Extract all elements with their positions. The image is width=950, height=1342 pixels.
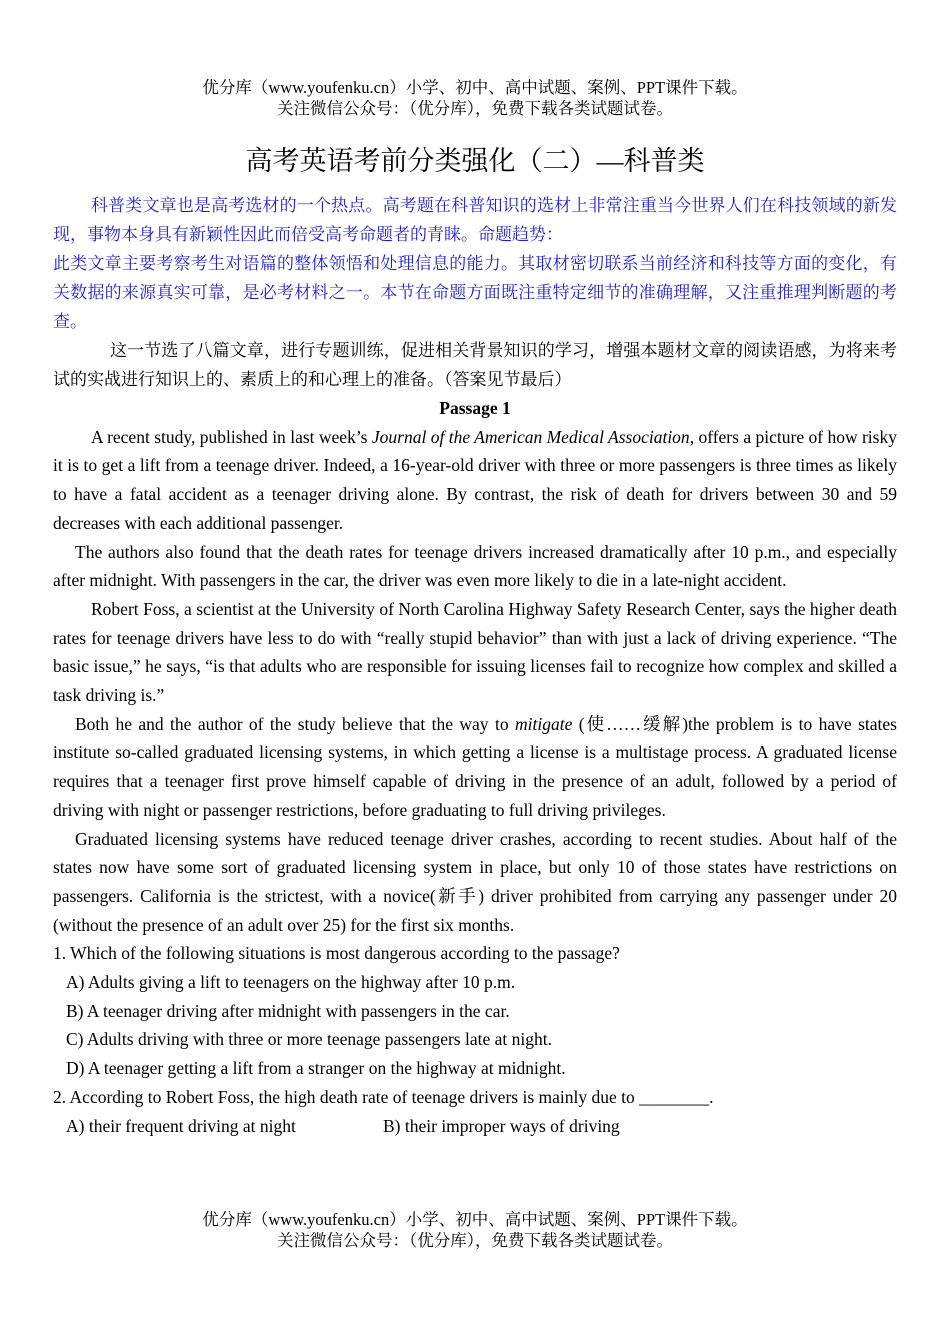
document-title: 高考英语考前分类强化（二）—科普类 (245, 146, 705, 176)
journal-name: Journal of the American Medical Association (371, 426, 690, 447)
question-1-option-a: A) Adults giving a lift to teenagers on the highway after 10 p.m. (66, 972, 516, 993)
passage-p1-part-b: , offers a picture of how risky it is to get a lift from a teenage driver. Indeed, a 16-year-old driver with three or more passengers is three times as likely to have a fatal accident as a teenager driving alone. By contrast, the risk of death for drivers between 30 and 59 decreases with each additional passenger. (53, 426, 897, 533)
question-1-option-b: B) A teenager driving after midnight with passengers in the car. (66, 1000, 510, 1021)
passage-paragraph-2: The authors also found that the death rates for teenage drivers increased dramatically after 10 p.m., and especially after midnight. With passengers in the car, the driver was even more likely to die in a late-night accident. (53, 541, 897, 591)
page-footer (0, 1209, 950, 1251)
intro-section (53, 191, 897, 336)
main-content (53, 143, 897, 1140)
header-line-1: 优分库（www.youfenku.cn）小学、初中、高中试题、案例、PPT课件下载。 (202, 78, 748, 97)
header-line-2: 关注微信公众号：（优分库），免费下载各类试题试卷。 (277, 99, 673, 118)
footer-line-1: 优分库（www.youfenku.cn）小学、初中、高中试题、案例、PPT课件下载。 (202, 1210, 748, 1229)
passage-paragraph-5: Graduated licensing systems have reduced teenage driver crashes, according to recent studies. About half of the states now have some sort of graduated licensing system in place, but only 10 of those states have restrictions on passengers. California is the strictest, with a novice(新手) driver prohibited from carrying any passenger under 20 (without the presence of an adult over 25) for the first six months. (53, 828, 897, 935)
question-2-option-b: B) their improper ways of driving (383, 1115, 620, 1136)
question-2-options (53, 1112, 897, 1141)
question-1 (53, 939, 897, 1083)
question-2-option-a: A) their frequent driving at night (66, 1115, 296, 1136)
passage-section (53, 336, 897, 1140)
footer-line-2: 关注微信公众号：（优分库），免费下载各类试题试卷。 (277, 1231, 673, 1250)
question-1-option-d: D) A teenager getting a lift from a stranger on the highway at midnight. (66, 1058, 566, 1079)
passage-p4-part-b: (使……缓解)the problem is to have states institute so-called graduated licensing systems, in which getting a license is a multistage process. A graduated license requires that a teenager first prove himself capable of driving in the presence of an adult, followed by a period of driving with night or passenger restrictions, before graduating to full driving privileges. (53, 713, 897, 820)
passage-paragraph-3: Robert Foss, a scientist at the University of North Carolina Highway Safety Research Center, says the higher death rates for teenage drivers have less to do with “really stupid behavior” than with just a lack of driving experience. “The basic issue,” he says, “is that adults who are responsible for issuing licenses fail to recognize how complex and skilled a task driving is.” (53, 598, 897, 706)
keyword-mitigate: mitigate (514, 713, 573, 734)
page-header (0, 77, 950, 119)
passage-p1-part-a: A recent study, published in last week’s (91, 426, 372, 447)
intro-paragraph-3: 这一节选了八篇文章，进行专题训练，促进相关背景知识的学习，增强本题材文章的阅读语感，为将来考试的实战进行知识上的、素质上的和心理上的准备。（答案见节最后） (53, 341, 897, 389)
intro-paragraph-1: 科普类文章也是高考选材的一个热点。高考题在科普知识的选材上非常注重当今世界人们在科技领域的新发现，事物本身具有新颖性因此而倍受高考命题者的青睐。命题趋势： (53, 196, 897, 244)
passage-paragraph-1 (53, 423, 897, 538)
question-1-option-c: C) Adults driving with three or more teenage passengers late at night. (66, 1029, 552, 1050)
question-1-stem: 1. Which of the following situations is most dangerous according to the passage? (53, 943, 620, 964)
passage-title: Passage 1 (439, 398, 511, 418)
question-2 (53, 1083, 897, 1140)
passage-paragraph-4 (53, 710, 897, 825)
question-2-stem: 2. According to Robert Foss, the high death rate of teenage drivers is mainly due to ________. (53, 1086, 714, 1107)
passage-p4-part-a: Both he and the author of the study believe that the way to (75, 713, 515, 734)
intro-paragraph-2: 此类文章主要考察考生对语篇的整体领悟和处理信息的能力。其取材密切联系当前经济和科技等方面的变化，有关数据的来源真实可靠，是必考材料之一。本节在命题方面既注重特定细节的准确理解，又注重推理判断题的考查。 (53, 254, 897, 331)
